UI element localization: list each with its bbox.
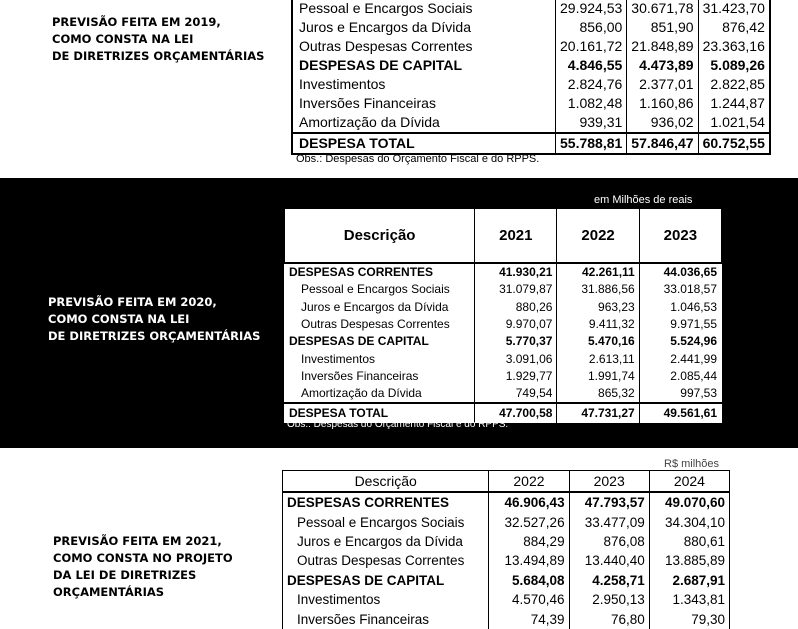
row-value: 1.082,48: [556, 94, 627, 113]
row-label: Outras Despesas Correntes: [283, 551, 489, 570]
row-value: 749,54: [475, 385, 557, 403]
row-value: 49.561,61: [639, 403, 721, 422]
table-2020: [284, 208, 722, 423]
row-value: 42.261,11: [557, 263, 639, 281]
row-value: 47.700,58: [475, 403, 557, 422]
row-value: 2.824,76: [556, 75, 627, 94]
row-value: 880,61: [649, 532, 729, 551]
row-value: 31.886,56: [557, 281, 639, 298]
caption-2021: PREVISÃO FEITA EM 2021, COMO CONSTA NO PROJETO DA LEI DE DIRETRIZES ORÇAMENTÁRIAS: [53, 534, 233, 599]
row-value: 2.687,91: [649, 571, 729, 590]
table-row: [283, 609, 730, 628]
row-label: Inversões Financeiras: [292, 94, 556, 113]
header-year: 2021: [475, 209, 557, 264]
row-label: Juros e Encargos da Dívida: [301, 299, 449, 314]
table-row: [285, 368, 722, 385]
table-row: [285, 350, 722, 367]
row-value: 60.752,55: [698, 133, 770, 154]
row-value: 79,30: [649, 609, 729, 628]
row-value: 4.846,55: [556, 56, 627, 75]
row-value: 30.671,78: [627, 0, 698, 18]
row-value: 865,32: [557, 385, 639, 403]
row-value: 9.970,07: [475, 316, 557, 333]
table-row: [283, 590, 730, 609]
row-value: 34.304,10: [649, 512, 729, 531]
row-value: 1.244,87: [698, 94, 770, 113]
table-row: [285, 385, 722, 403]
row-value: 939,31: [556, 113, 627, 133]
row-value: 31.079,87: [475, 281, 557, 298]
unit-label-2021: R$ milhões: [664, 458, 720, 470]
table-row: [283, 532, 730, 551]
row-label: Outras Despesas Correntes: [301, 317, 450, 332]
row-value: 44.036,65: [639, 263, 721, 281]
row-label: DESPESA TOTAL: [292, 133, 556, 154]
table-row: [283, 492, 730, 512]
table-row: [292, 0, 770, 18]
row-value: 33.477,09: [569, 512, 649, 531]
row-value: 876,42: [698, 18, 770, 37]
table-row: [292, 75, 770, 94]
row-value: 41.930,21: [475, 263, 557, 281]
row-value: 1.343,81: [649, 590, 729, 609]
row-value: 5.770,37: [475, 333, 557, 350]
row-value: 5.684,08: [489, 571, 569, 590]
row-value: 5.470,16: [557, 333, 639, 350]
total-row: [292, 133, 770, 154]
table-row: [285, 281, 722, 298]
header-year: 2023: [639, 209, 721, 264]
row-value: 2.950,13: [569, 590, 649, 609]
section-2021: [0, 448, 798, 627]
row-value: 9.971,55: [639, 316, 721, 333]
table-row: [285, 299, 722, 316]
table-row: [292, 94, 770, 113]
row-value: 21.848,89: [627, 37, 698, 56]
row-value: 997,53: [639, 385, 721, 403]
row-label: DESPESAS DE CAPITAL: [289, 334, 429, 349]
row-value: 2.822,85: [698, 75, 770, 94]
row-value: 4.258,71: [569, 571, 649, 590]
obs-2019: Obs.: Despesas do Orçamento Fiscal e do RPPS.: [296, 153, 540, 165]
row-value: 1.046,53: [639, 299, 721, 316]
row-value: 4.570,46: [489, 590, 569, 609]
row-label: DESPESAS CORRENTES: [285, 263, 475, 281]
row-value: 5.089,26: [698, 56, 770, 75]
row-label: Inversões Financeiras: [301, 368, 419, 383]
caption-2019: PREVISÃO FEITA EM 2019, COMO CONSTA NA LEI DE DIRETRIZES ORÇAMENTÁRIAS: [52, 15, 265, 63]
row-value: 29.924,53: [556, 0, 627, 18]
row-value: 57.846,47: [627, 133, 698, 154]
row-value: 2.613,11: [557, 350, 639, 367]
caption-2020: PREVISÃO FEITA EM 2020, COMO CONSTA NA LEI DE DIRETRIZES ORÇAMENTÁRIAS: [48, 295, 261, 343]
row-label: Pessoal e Encargos Sociais: [292, 0, 556, 18]
row-value: 3.091,06: [475, 350, 557, 367]
row-value: 963,23: [557, 299, 639, 316]
row-value: 880,26: [475, 299, 557, 316]
row-label: DESPESAS CORRENTES: [283, 492, 489, 512]
row-value: 856,00: [556, 18, 627, 37]
header-year: 2024: [649, 471, 729, 493]
row-value: 876,08: [569, 532, 649, 551]
row-value: 5.524,96: [639, 333, 721, 350]
row-value: 2.377,01: [627, 75, 698, 94]
unit-label-2020: em Milhões de reais: [594, 194, 693, 206]
table-row: [292, 18, 770, 37]
row-value: 2.441,99: [639, 350, 721, 367]
row-value: 9.411,32: [557, 316, 639, 333]
header-year: 2023: [569, 471, 649, 493]
row-label: Pessoal e Encargos Sociais: [301, 282, 450, 297]
table-row: [292, 37, 770, 56]
table-row: [283, 512, 730, 531]
row-value: 936,02: [627, 113, 698, 133]
row-label: Investimentos: [292, 75, 556, 94]
row-label: Juros e Encargos da Dívida: [292, 18, 556, 37]
row-value: 31.423,70: [698, 0, 770, 18]
row-value: 4.473,89: [627, 56, 698, 75]
row-value: 1.929,77: [475, 368, 557, 385]
header-year: 2022: [489, 471, 569, 493]
row-label: Amortização da Dívida: [292, 113, 556, 133]
row-label: DESPESAS DE CAPITAL: [283, 571, 489, 590]
row-value: 46.906,43: [489, 492, 569, 512]
row-label: Pessoal e Encargos Sociais: [283, 512, 489, 531]
header-descricao: Descrição: [285, 209, 475, 264]
row-value: 1.991,74: [557, 368, 639, 385]
row-value: 20.161,72: [556, 37, 627, 56]
row-label: Juros e Encargos da Dívida: [283, 532, 489, 551]
row-value: 23.363,16: [698, 37, 770, 56]
table-2019: [291, 0, 771, 155]
row-value: 32.527,26: [489, 512, 569, 531]
table-2021: [282, 470, 730, 629]
row-value: 47.731,27: [557, 403, 639, 422]
section-2019: [0, 0, 798, 178]
row-value: 49.070,60: [649, 492, 729, 512]
header-year: 2022: [557, 209, 639, 264]
row-value: 1.160,86: [627, 94, 698, 113]
table-row: [283, 551, 730, 570]
section-2020: [0, 178, 798, 448]
row-label: Investimentos: [283, 590, 489, 609]
row-label: Investimentos: [301, 351, 376, 366]
obs-2020: Obs.: Despesas do Orçamento Fiscal e do RPPS.: [287, 419, 509, 430]
row-value: 55.788,81: [556, 133, 627, 154]
row-value: 76,80: [569, 609, 649, 628]
row-label: DESPESAS DE CAPITAL: [292, 56, 556, 75]
row-value: 13.885,89: [649, 551, 729, 570]
row-value: 13.494,89: [489, 551, 569, 570]
table-row: [283, 571, 730, 590]
row-value: 13.440,40: [569, 551, 649, 570]
row-value: 1.021,54: [698, 113, 770, 133]
table-row: [285, 333, 722, 350]
row-value: 47.793,57: [569, 492, 649, 512]
row-label: Outras Despesas Correntes: [292, 37, 556, 56]
table-row: [292, 56, 770, 75]
row-value: 74,39: [489, 609, 569, 628]
row-label: Amortização da Dívida: [301, 386, 422, 401]
row-value: 2.085,44: [639, 368, 721, 385]
header-descricao: Descrição: [283, 471, 489, 493]
table-row: [292, 113, 770, 133]
row-label: DESPESA TOTAL: [285, 403, 475, 422]
row-value: 884,29: [489, 532, 569, 551]
row-value: 33.018,57: [639, 281, 721, 298]
table-row: [285, 263, 722, 281]
row-label: Inversões Financeiras: [283, 609, 489, 628]
row-value: 851,90: [627, 18, 698, 37]
table-row: [285, 316, 722, 333]
